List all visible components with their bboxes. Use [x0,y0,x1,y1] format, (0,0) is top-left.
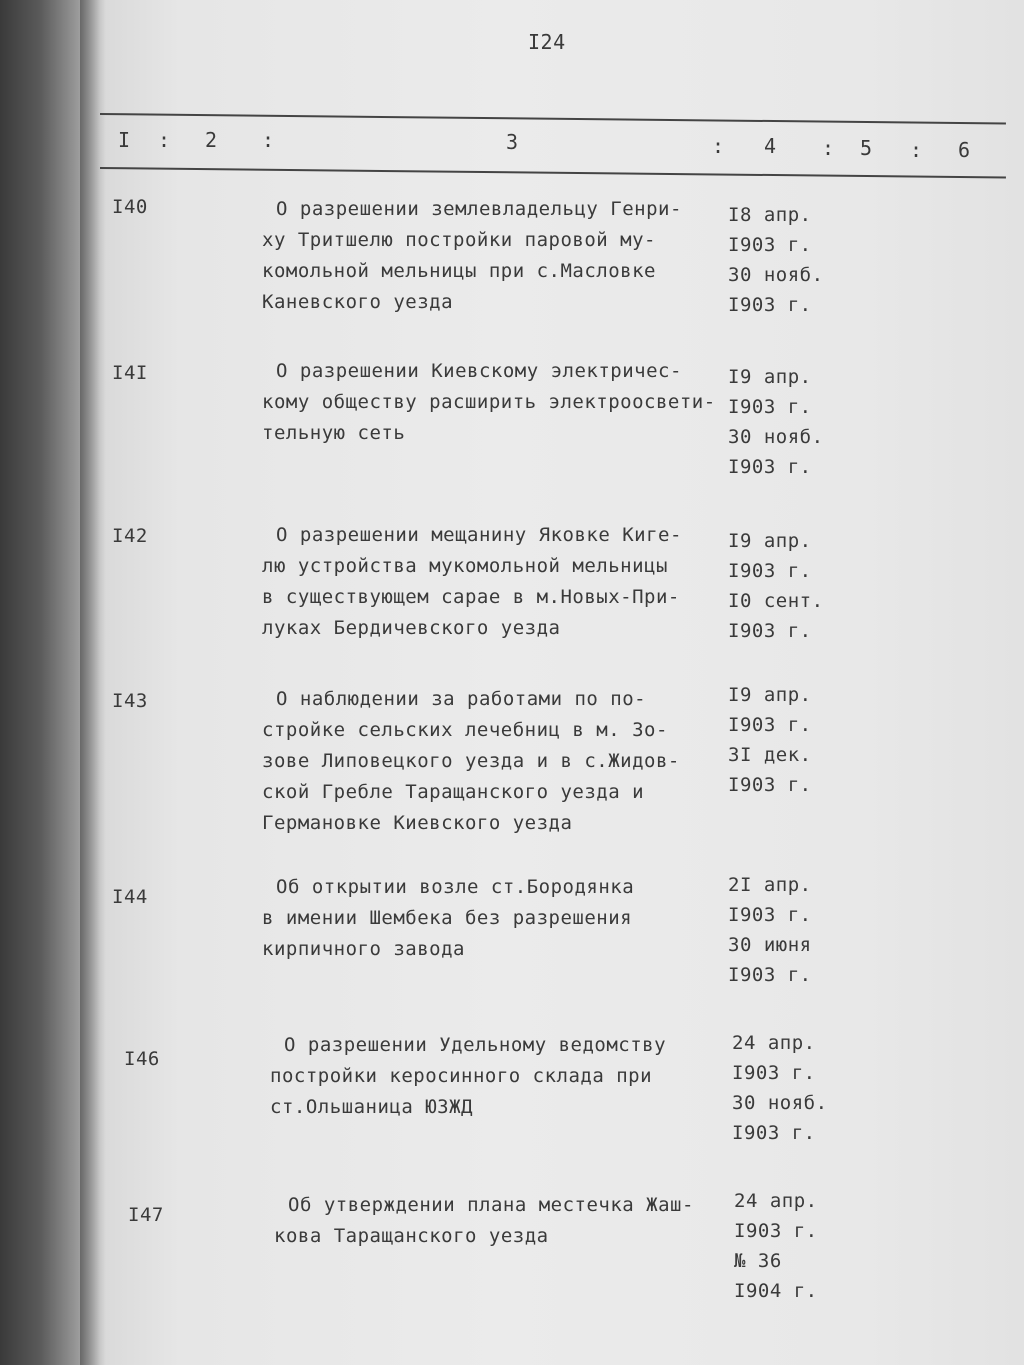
entry-line: зове Липовецкого уезда и в с.Жидов- [262,750,680,772]
binding-shadow [80,0,106,1365]
entry-line: постройки керосинного склада при [270,1065,653,1087]
entry-line: О разрешении мещанину Яковке Киге- [276,524,682,546]
entry-description [274,1190,744,1252]
entry-line: О разрешении Удельному ведомству [284,1034,667,1056]
entry-line: в имении Шембека без разрешения [262,907,633,929]
date-line: 30 нояб. [732,1092,828,1114]
header-col-3: 3 [506,130,519,154]
entry-line: в существующем сарае в м.Новых-При- [262,586,680,608]
header-col-4: 4 [764,134,777,158]
header-separator: : [822,136,835,160]
date-line: I9 апр. [728,530,812,552]
entry-description [262,684,732,839]
entry-line: О наблюдении за работами по по- [276,688,647,710]
date-line: I903 г. [728,294,812,316]
date-line: I903 г. [728,964,812,986]
header-bottom-rule [100,167,1006,178]
date-line: I903 г. [728,456,812,478]
date-line: I903 г. [728,904,812,926]
entry-dates [728,526,824,646]
entry-line: ху Тритшелю постройки паровой му- [262,229,656,251]
date-line: I903 г. [732,1062,816,1084]
page-number: I24 [528,30,566,54]
entry-line: комольной мельницы при с.Масловке [262,260,656,282]
entry-line: кому обществу расширить электроосвети- [262,391,716,413]
date-line: I904 г. [734,1280,818,1302]
header-col-5: 5 [860,136,873,160]
entry-number: I40 [112,196,148,218]
date-line: 30 нояб. [728,426,824,448]
header-top-rule [100,113,1006,124]
date-line: I903 г. [732,1122,816,1144]
entry-line: Каневского уезда [262,291,454,313]
date-line: 3I дек. [728,744,812,766]
entry-description [262,520,732,644]
entry-description [262,872,732,965]
entry-line: лю устройства мукомольной мельницы [262,555,668,577]
entry-number: I47 [128,1204,164,1226]
entry-number: I44 [112,886,148,908]
entry-dates [734,1186,818,1306]
entry-number: I4I [112,362,148,384]
header-separator: : [262,128,275,152]
entry-dates [728,870,812,990]
entry-line: ст.Ольшаница ЮЗЖД [270,1096,473,1118]
entry-description [262,194,732,318]
entry-line: Об открытии возле ст.Бородянка [276,876,635,898]
entry-dates [728,680,812,800]
entry-line: ской Гребле Таращанского уезда и [262,781,645,803]
entry-line: стройке сельских лечебниц в м. Зо- [262,719,668,741]
date-line: I903 г. [728,560,812,582]
date-line: 2I апр. [728,874,812,896]
date-line: I903 г. [728,396,812,418]
date-line: I9 апр. [728,366,812,388]
date-line: I0 сент. [728,590,824,612]
date-line: I903 г. [728,620,812,642]
date-line: I903 г. [734,1220,818,1242]
header-separator: : [158,128,171,152]
date-line: I903 г. [728,714,812,736]
entry-line: О разрешении Киевскому электричес- [276,360,682,382]
date-line: I903 г. [728,234,812,256]
date-line: 24 апр. [732,1032,816,1054]
entry-line: луках Бердичевского уезда [262,617,561,639]
entry-number: I42 [112,525,148,547]
header-separator: : [910,138,923,162]
date-line: № 36 [734,1250,782,1272]
date-line: I8 апр. [728,204,812,226]
entry-line: О разрешении землевладельцу Генри- [276,198,682,220]
entry-dates [728,362,824,482]
entry-line: кирпичного завода [262,938,465,960]
entry-line: Германовке Киевского уезда [262,812,573,834]
date-line: I9 апр. [728,684,812,706]
entry-line: тельную сеть [262,422,406,444]
entry-number: I43 [112,690,148,712]
entry-line: кова Таращанского уезда [274,1225,549,1247]
entry-description [270,1030,740,1123]
date-line: I903 г. [728,774,812,796]
header-col-6: 6 [958,138,971,162]
entry-dates [732,1028,828,1148]
entry-dates [728,200,824,320]
header-col-1: I [118,128,131,152]
entry-line: Об утверждении плана местечка Жаш- [288,1194,694,1216]
date-line: 30 июня [728,934,812,956]
entry-number: I46 [124,1048,160,1070]
header-separator: : [712,134,725,158]
date-line: 30 нояб. [728,264,824,286]
header-col-2: 2 [205,128,218,152]
date-line: 24 апр. [734,1190,818,1212]
